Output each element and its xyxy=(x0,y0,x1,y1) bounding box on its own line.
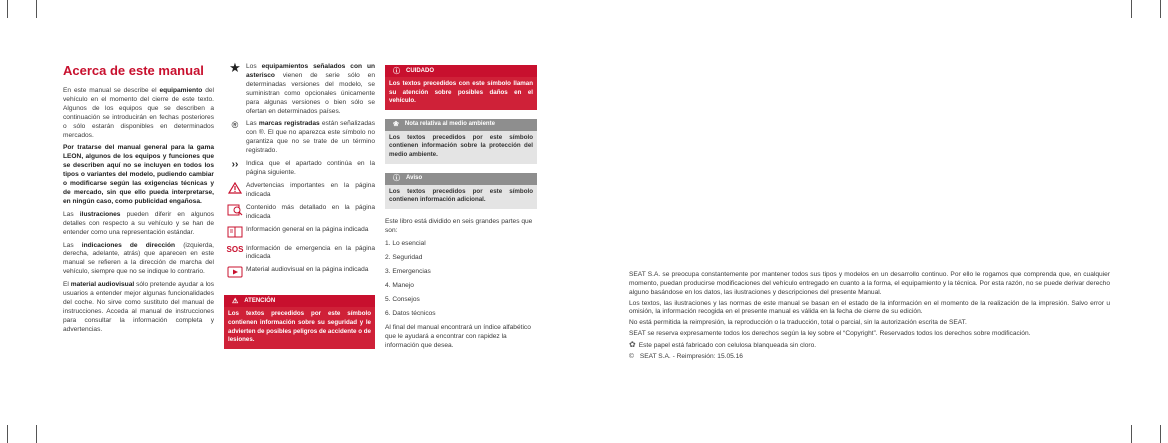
section-title: Acerca de este manual xyxy=(63,63,204,78)
symbol-row-registered: ® Las marcas registradas están señalizadas con ®. El que no aparezca este símbolo no garantiza que no se trate de un término registrado. xyxy=(224,120,375,156)
column-notes xyxy=(385,65,537,355)
paper-note: ✿ Este papel está fabricado con celulosa blanqueada sin cloro. xyxy=(629,340,817,350)
toc-item: 5. Consejos xyxy=(385,295,420,303)
toc-intro: Este libro está dividido en seis grandes partes que son: xyxy=(385,217,533,234)
asterisk-icon: ★ xyxy=(229,60,241,75)
crop-mark xyxy=(36,0,37,18)
symbol-row-asterisk: ★ Los equipamientos señalados con un asterisco vienen de serie sólo en determinadas versiones del modelo, se suministran como opcionales únicamente para algunas versiones o bien sólo se ofertan en determinados países. xyxy=(224,63,375,116)
toc-item: 1. Lo esencial xyxy=(385,239,426,247)
toc-list xyxy=(385,240,537,319)
symbol-row-detail: Contenido más detallado en la página indicada xyxy=(224,204,375,222)
imprint-paragraph: SEAT se reserva expresamente todos los derechos según la ley sobre el “Copyright”. Reservados todos los derechos sobre modificación. xyxy=(629,330,1031,338)
magnifier-page-icon xyxy=(224,204,246,219)
info-circle-icon: ⓘ xyxy=(393,67,400,75)
cuidado-box xyxy=(385,65,537,110)
imprint-paragraph: SEAT S.A. se preocupa constantemente por mantener todos sus tipos y modelos en un desarrollo continuo. Por ello le rogamos que comprenda que, en cualquier momento, puedan producirse modificaciones del vehículo entregado en cuanto a la forma, el equipamiento y la técnica. Por esta razón, no se puede derivar derecho alguno basándose en los datos, las ilustraciones y descripciones del presente Manual. xyxy=(629,271,1110,296)
paragraph-audiovisual: El material audiovisual sólo pretende ayudar a los usuarios a entender mejor algunas funcionalidades del coche. No sirve como sustituto del manual de instrucciones. Acceda al manual de instrucciones para consultar la información completa y advertencias. xyxy=(63,281,214,333)
atencion-box xyxy=(224,295,375,348)
info-square-icon: ⓘ xyxy=(393,175,400,183)
crop-mark xyxy=(36,425,37,443)
symbol-row-warning: Advertencias importantes en la página indicada xyxy=(224,182,375,200)
crop-mark xyxy=(1160,0,1161,18)
cuidado-title: CUIDADO xyxy=(406,67,434,74)
crop-mark xyxy=(1131,425,1132,443)
book-info-icon xyxy=(224,226,246,241)
symbol-row-continue: ›› Indica que el apartado continúa en la página siguiente. xyxy=(224,160,375,178)
paragraph-directions: Las indicaciones de dirección (izquierda, derecha, adelante, atrás) que aparecen en este manual se refieren a la dirección de marcha del vehículo, siempre que no se indique lo contrario. xyxy=(63,241,215,276)
cuidado-text: Los textos precedidos con este símbolo llaman su atención sobre posibles daños en el vehículo. xyxy=(385,77,537,110)
crop-mark xyxy=(7,0,8,18)
atencion-title: ATENCIÓN xyxy=(244,297,276,304)
medio-ambiente-text: Los textos precedidos por este símbolo contienen información sobre la protección del medio ambiente. xyxy=(385,131,537,164)
imprint-paragraph: Los textos, las ilustraciones y las normas de este manual se basan en el estado de la información en el momento de la realización de la impresión. Salvo error u omisión, la información recogida en el presente manual es válida en la fecha de cierre de su edición. xyxy=(629,299,1110,316)
paragraph-equipment: En este manual se describe el equipamiento del vehículo en el momento del cierre de este texto. Algunos de los equipos que se describen a continuación se introducirán en fechas posteriores o sólo estarán disponibles en determinados mercados. xyxy=(63,87,214,139)
imprint-paragraph: No está permitida la reimpresión, la reproducción o la traducción, total o parcial, sin la autorización escrita de SEAT. xyxy=(629,319,967,327)
registered-icon: ® xyxy=(231,120,239,131)
imprint-section xyxy=(629,271,1110,364)
crop-mark xyxy=(1131,0,1132,18)
aviso-box xyxy=(385,173,537,209)
flower-icon: ✿ xyxy=(629,340,636,350)
copyright-line: © SEAT S.A. - Reimpresión: 15.05.16 xyxy=(629,353,743,361)
toc-item: 3. Emergencias xyxy=(385,267,431,275)
toc-item: 6. Datos técnicos xyxy=(385,310,436,318)
warning-icon: ⚠ xyxy=(232,297,239,305)
column-symbols xyxy=(224,60,376,358)
sos-icon: SOS xyxy=(226,244,244,254)
copyright-icon: © xyxy=(629,353,634,361)
toc-item: 2. Seguridad xyxy=(385,253,423,261)
toc-outro: Al final del manual encontrará un índice alfabético que le ayudará a encontrar con rapidez la información que desea. xyxy=(385,324,531,349)
column-about-manual xyxy=(63,63,214,339)
aviso-title: Aviso xyxy=(406,175,423,182)
crop-mark xyxy=(1160,425,1161,443)
toc-item: 4. Manejo xyxy=(385,281,414,289)
play-video-icon xyxy=(224,266,246,281)
double-chevron-icon: ›› xyxy=(231,159,239,171)
crop-mark xyxy=(7,425,8,443)
aviso-text: Los textos precedidos por este símbolo contienen información adicional. xyxy=(385,185,537,209)
paragraph-range: Por tratarse del manual general para la gama LEON, algunos de los equipos y funciones que se describen aquí no se incluyen en todos los tipos o variantes del modelo, pudiendo cambiar o modificarse según las exigencias técnicas y de mercado, sin que ello pueda interpretarse, en ningún caso, como publicidad engañosa. xyxy=(63,144,214,205)
environment-icon: ❀ xyxy=(393,121,399,129)
paragraph-illustrations: Las ilustraciones pueden diferir en algunos detalles con respecto a su vehículo y se han de entender como una representación estándar. xyxy=(63,210,215,236)
symbol-row-audiovisual: Material audiovisual en la página indicada xyxy=(224,266,375,281)
symbol-row-emergency: SOS Información de emergencia en la página indicada xyxy=(224,245,375,263)
medio-ambiente-title: Nota relativa al medio ambiente xyxy=(404,121,495,128)
medio-ambiente-box xyxy=(385,119,537,164)
atencion-text: Los textos precedidos por este símbolo contienen información sobre su seguridad y le advierten de posibles peligros de accidente o de lesiones. xyxy=(224,307,375,348)
symbol-row-general-info: Información general en la página indicada xyxy=(224,226,375,241)
warning-triangle-icon xyxy=(224,182,246,197)
